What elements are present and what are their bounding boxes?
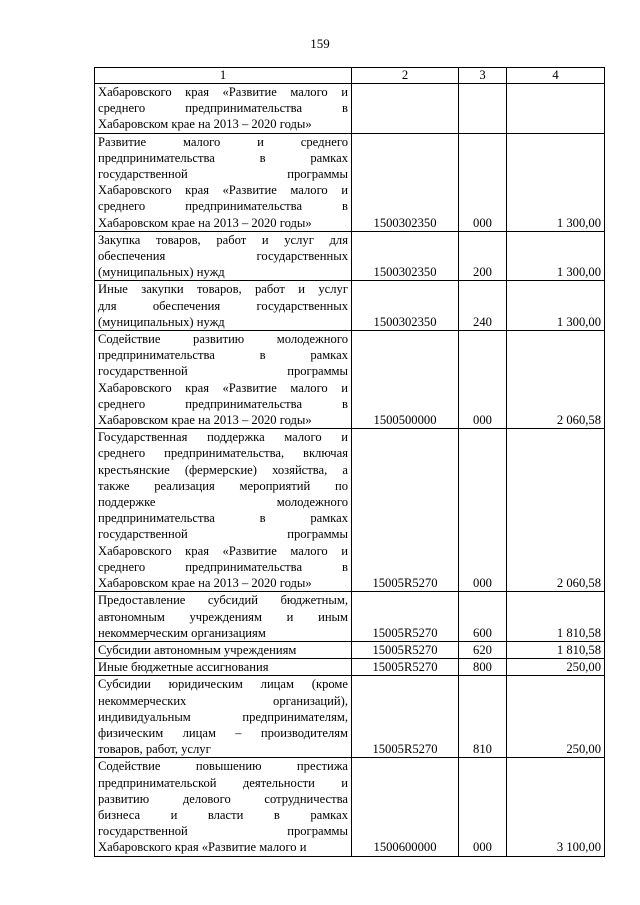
row-name-cell bbox=[95, 331, 352, 429]
header-cell: 3 bbox=[459, 68, 507, 84]
row-vr-cell: 810 bbox=[459, 676, 507, 758]
row-amount-cell: 2 060,58 bbox=[507, 331, 605, 429]
row-vr-cell: 240 bbox=[459, 281, 507, 331]
table-row bbox=[95, 676, 605, 758]
row-amount-cell: 2 060,58 bbox=[507, 429, 605, 592]
row-name-line: (муниципальных) нужд bbox=[98, 265, 225, 280]
row-csr-cell bbox=[352, 84, 459, 134]
row-name-line: среднего предпринимательства, включая bbox=[98, 446, 348, 461]
row-csr-cell: 1500302350 bbox=[352, 231, 459, 281]
row-name-line: Закупка товаров, работ и услуг для bbox=[98, 232, 348, 247]
row-name-line: развитию делового сотрудничества bbox=[98, 791, 348, 806]
row-name-line: Иные закупки товаров, работ и услуг bbox=[98, 282, 348, 297]
row-vr-cell: 800 bbox=[459, 659, 507, 676]
row-vr-cell: 200 bbox=[459, 231, 507, 281]
row-csr-cell: 15005R5270 bbox=[352, 429, 459, 592]
row-name-line: Хабаровского края «Развитие малого и bbox=[98, 183, 348, 198]
row-name-line: государственной программы bbox=[98, 167, 348, 182]
row-name-line: товаров, работ, услуг bbox=[98, 742, 211, 757]
row-vr-cell: 620 bbox=[459, 641, 507, 658]
row-name-line: государственной программы bbox=[98, 824, 348, 839]
row-name-cell bbox=[95, 676, 352, 758]
table-row bbox=[95, 659, 605, 676]
row-csr-cell: 1500600000 bbox=[352, 758, 459, 856]
header-cell: 1 bbox=[95, 68, 352, 84]
header-cell: 2 bbox=[352, 68, 459, 84]
table-header-row bbox=[95, 68, 605, 84]
row-name-cell bbox=[95, 758, 352, 856]
table-row bbox=[95, 231, 605, 281]
row-name-cell bbox=[95, 133, 352, 231]
row-csr-cell: 15005R5270 bbox=[352, 659, 459, 676]
row-vr-cell: 000 bbox=[459, 758, 507, 856]
table-body bbox=[95, 68, 605, 857]
table-row bbox=[95, 84, 605, 134]
row-amount-cell: 250,00 bbox=[507, 659, 605, 676]
table-row bbox=[95, 281, 605, 331]
row-name-cell bbox=[95, 641, 352, 658]
row-name-line: некоммерческих организаций), bbox=[98, 693, 348, 708]
row-name-line: Хабаровском крае на 2013 – 2020 годы» bbox=[98, 576, 312, 591]
row-name-line: предпринимательства в рамках bbox=[98, 348, 348, 363]
row-name-line: автономным учреждениям и иным bbox=[98, 609, 348, 624]
table-row bbox=[95, 592, 605, 642]
row-name-line: среднего предпринимательства в bbox=[98, 559, 348, 574]
row-name-line: бизнеса и власти в рамках bbox=[98, 807, 348, 822]
table-row bbox=[95, 641, 605, 658]
row-name-cell bbox=[95, 659, 352, 676]
row-name-line: государственной программы bbox=[98, 364, 348, 379]
table-row bbox=[95, 331, 605, 429]
row-name-line: Субсидии автономным учреждениям bbox=[98, 642, 297, 657]
page-number: 159 bbox=[310, 36, 330, 51]
row-name-line: среднего предпринимательства в bbox=[98, 396, 348, 411]
row-name-line: поддержке молодежного bbox=[98, 495, 348, 510]
table-row bbox=[95, 133, 605, 231]
row-name-line: для обеспечения государственных bbox=[98, 298, 348, 313]
row-amount-cell: 1 300,00 bbox=[507, 231, 605, 281]
row-name-line: обеспечения государственных bbox=[98, 249, 348, 264]
row-vr-cell: 000 bbox=[459, 133, 507, 231]
row-amount-cell: 1 810,58 bbox=[507, 592, 605, 642]
row-name-line: среднего предпринимательства в bbox=[98, 199, 348, 214]
row-amount-cell: 3 100,00 bbox=[507, 758, 605, 856]
row-amount-cell bbox=[507, 84, 605, 134]
header-cell: 4 bbox=[507, 68, 605, 84]
row-name-line: Предоставление субсидий бюджетным, bbox=[98, 593, 348, 608]
row-name-cell bbox=[95, 84, 352, 134]
row-name-line: предпринимательства в рамках bbox=[98, 150, 348, 165]
row-name-line: Хабаровского края «Развитие малого и bbox=[98, 543, 348, 558]
row-name-line: Содействие развитию молодежного bbox=[98, 332, 348, 347]
table-row bbox=[95, 429, 605, 592]
row-vr-cell: 000 bbox=[459, 331, 507, 429]
budget-table bbox=[94, 67, 605, 857]
row-name-line: среднего предпринимательства в bbox=[98, 101, 348, 116]
row-csr-cell: 1500500000 bbox=[352, 331, 459, 429]
row-amount-cell: 1 300,00 bbox=[507, 133, 605, 231]
row-csr-cell: 15005R5270 bbox=[352, 592, 459, 642]
row-vr-cell: 000 bbox=[459, 429, 507, 592]
row-name-line: предпринимательства в рамках bbox=[98, 511, 348, 526]
row-name-line: также реализация мероприятий по bbox=[98, 478, 348, 493]
row-name-line: Хабаровском крае на 2013 – 2020 годы» bbox=[98, 413, 312, 428]
row-name-line: крестьянские (фермерские) хозяйства, а bbox=[98, 462, 348, 477]
row-name-cell bbox=[95, 281, 352, 331]
row-name-line: предпринимательской деятельности и bbox=[98, 775, 348, 790]
row-name-line: Развитие малого и среднего bbox=[98, 134, 348, 149]
row-amount-cell: 1 300,00 bbox=[507, 281, 605, 331]
row-name-line: (муниципальных) нужд bbox=[98, 314, 225, 329]
row-name-line: Государственная поддержка малого и bbox=[98, 430, 348, 445]
row-name-line: Иные бюджетные ассигнования bbox=[98, 660, 269, 675]
row-csr-cell: 15005R5270 bbox=[352, 641, 459, 658]
row-name-line: физическим лицам – производителям bbox=[98, 725, 348, 740]
row-amount-cell: 1 810,58 bbox=[507, 641, 605, 658]
row-name-line: Хабаровском крае на 2013 – 2020 годы» bbox=[98, 117, 312, 132]
row-name-cell bbox=[95, 592, 352, 642]
row-name-cell bbox=[95, 429, 352, 592]
row-name-line: индивидуальным предпринимателям, bbox=[98, 709, 348, 724]
row-name-line: государственной программы bbox=[98, 527, 348, 542]
row-name-line: Содействие повышению престижа bbox=[98, 759, 348, 774]
row-name-line: Хабаровского края «Развитие малого и bbox=[98, 840, 307, 855]
row-name-line: Хабаровского края «Развитие малого и bbox=[98, 85, 348, 99]
row-csr-cell: 1500302350 bbox=[352, 133, 459, 231]
row-amount-cell: 250,00 bbox=[507, 676, 605, 758]
row-name-line: некоммерческим организациям bbox=[98, 625, 266, 640]
row-name-cell bbox=[95, 231, 352, 281]
row-csr-cell: 1500302350 bbox=[352, 281, 459, 331]
row-csr-cell: 15005R5270 bbox=[352, 676, 459, 758]
row-name-line: Субсидии юридическим лицам (кроме bbox=[98, 677, 348, 692]
table-row bbox=[95, 758, 605, 856]
row-vr-cell: 600 bbox=[459, 592, 507, 642]
row-name-line: Хабаровском крае на 2013 – 2020 годы» bbox=[98, 215, 312, 230]
row-vr-cell bbox=[459, 84, 507, 134]
row-name-line: Хабаровского края «Развитие малого и bbox=[98, 380, 348, 395]
